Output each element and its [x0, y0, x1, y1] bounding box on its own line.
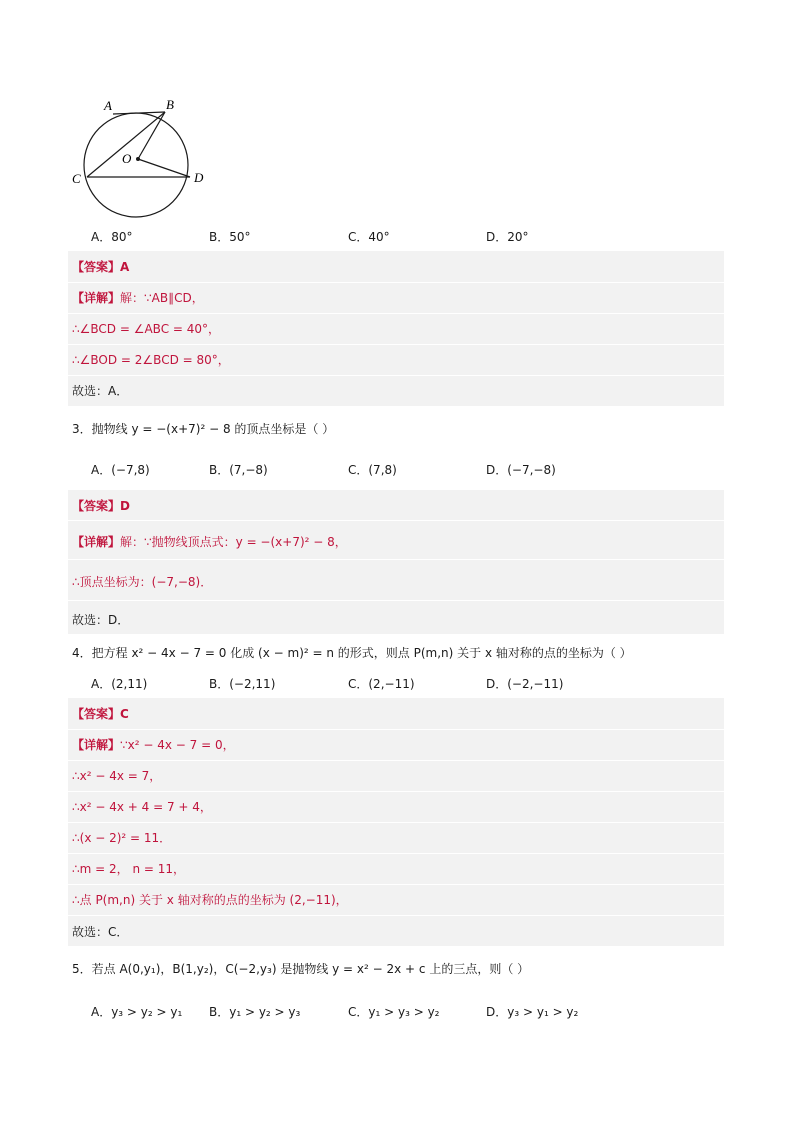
q2-answer-label: 【答案】A — [72, 260, 130, 274]
q3-option-b[interactable]: B．(7,−8) — [209, 463, 268, 477]
q2-detail-line — [72, 290, 204, 306]
q2-option-b[interactable]: B．50° — [209, 230, 251, 244]
q3-option-a[interactable]: A．(−7,8) — [91, 463, 150, 477]
q3-line-2: ∴顶点坐标为：(−7,−8)． — [72, 575, 213, 589]
q4-line-6: ∴点 P(m,n) 关于 x 轴对称的点的坐标为 (2,−11)， — [72, 893, 348, 907]
q4-option-b[interactable]: B．(−2,11) — [209, 677, 276, 691]
q3-stem: 3．抛物线 y = −(x+7)² − 8 的顶点坐标是（ ） — [72, 422, 335, 436]
q4-line-5: ∴m = 2， n = 11， — [72, 862, 186, 876]
circle-o — [84, 113, 188, 217]
q5-option-b[interactable]: B．y₁ > y₂ > y₃ — [209, 1005, 301, 1019]
circle-figure — [68, 95, 218, 220]
q4-answer-label: 【答案】C — [72, 707, 129, 721]
q3-answer-box — [68, 490, 724, 634]
q2-option-d[interactable]: D．20° — [486, 230, 529, 244]
q2-line-4: 故选：A． — [72, 384, 129, 398]
segment-bo — [138, 112, 165, 159]
q5-option-d[interactable]: D．y₃ > y₁ > y₂ — [486, 1005, 579, 1019]
q5-option-c[interactable]: C．y₁ > y₃ > y₂ — [348, 1005, 440, 1019]
q3-detail-label: 【详解】 — [72, 535, 121, 549]
segment-bc — [87, 112, 165, 177]
q3-answer-label: 【答案】D — [72, 499, 130, 513]
q2-line-1: 解：∵AB∥CD， — [120, 291, 204, 305]
q4-line-2: ∴x² − 4x = 7， — [72, 769, 162, 783]
q2-line-3: ∴∠BOD = 2∠BCD = 80°， — [72, 353, 230, 367]
q3-option-d[interactable]: D．(−7,−8) — [486, 463, 556, 477]
q4-detail-line — [72, 737, 235, 753]
q4-stem: 4．把方程 x² − 4x − 7 = 0 化成 (x − m)² = n 的形式，则点 P(m,n) 关于 x 轴对称的点的坐标为（ ） — [72, 646, 632, 660]
label-d: D — [194, 170, 204, 185]
label-a: A — [104, 98, 112, 113]
q2-option-c[interactable]: C．40° — [348, 230, 390, 244]
q3-detail-line — [72, 534, 347, 550]
q2-option-a[interactable]: A．80° — [91, 230, 133, 244]
label-b: B — [166, 97, 174, 112]
q4-line-7: 故选：C． — [72, 925, 129, 939]
q4-option-c[interactable]: C．(2,−11) — [348, 677, 415, 691]
q5-stem: 5．若点 A(0,y₁)，B(1,y₂)，C(−2,y₃) 是抛物线 y = x² − 2x + c 上的三点，则（ ） — [72, 962, 530, 976]
q4-option-a[interactable]: A．(2,11) — [91, 677, 148, 691]
chord-ab — [113, 112, 165, 114]
segment-od — [138, 159, 190, 177]
label-o: O — [122, 151, 132, 166]
q4-detail-label: 【详解】 — [72, 738, 121, 752]
q3-line-1: 解：∵抛物线顶点式：y = −(x+7)² − 8， — [120, 535, 347, 549]
q2-answer-box — [68, 251, 724, 406]
label-c: C — [72, 171, 81, 186]
q4-line-4: ∴(x − 2)² = 11． — [72, 831, 172, 845]
q4-answer-box — [68, 698, 724, 946]
q4-line-1: ∵x² − 4x − 7 = 0， — [120, 738, 235, 752]
q3-line-3: 故选：D． — [72, 613, 130, 627]
center-point — [136, 157, 140, 161]
q4-line-3: ∴x² − 4x + 4 = 7 + 4， — [72, 800, 212, 814]
q4-option-d[interactable]: D．(−2,−11) — [486, 677, 564, 691]
q3-option-c[interactable]: C．(7,8) — [348, 463, 397, 477]
q2-line-2: ∴∠BCD = ∠ABC = 40°， — [72, 322, 221, 336]
q2-detail-label: 【详解】 — [72, 291, 121, 305]
q5-option-a[interactable]: A．y₃ > y₂ > y₁ — [91, 1005, 183, 1019]
